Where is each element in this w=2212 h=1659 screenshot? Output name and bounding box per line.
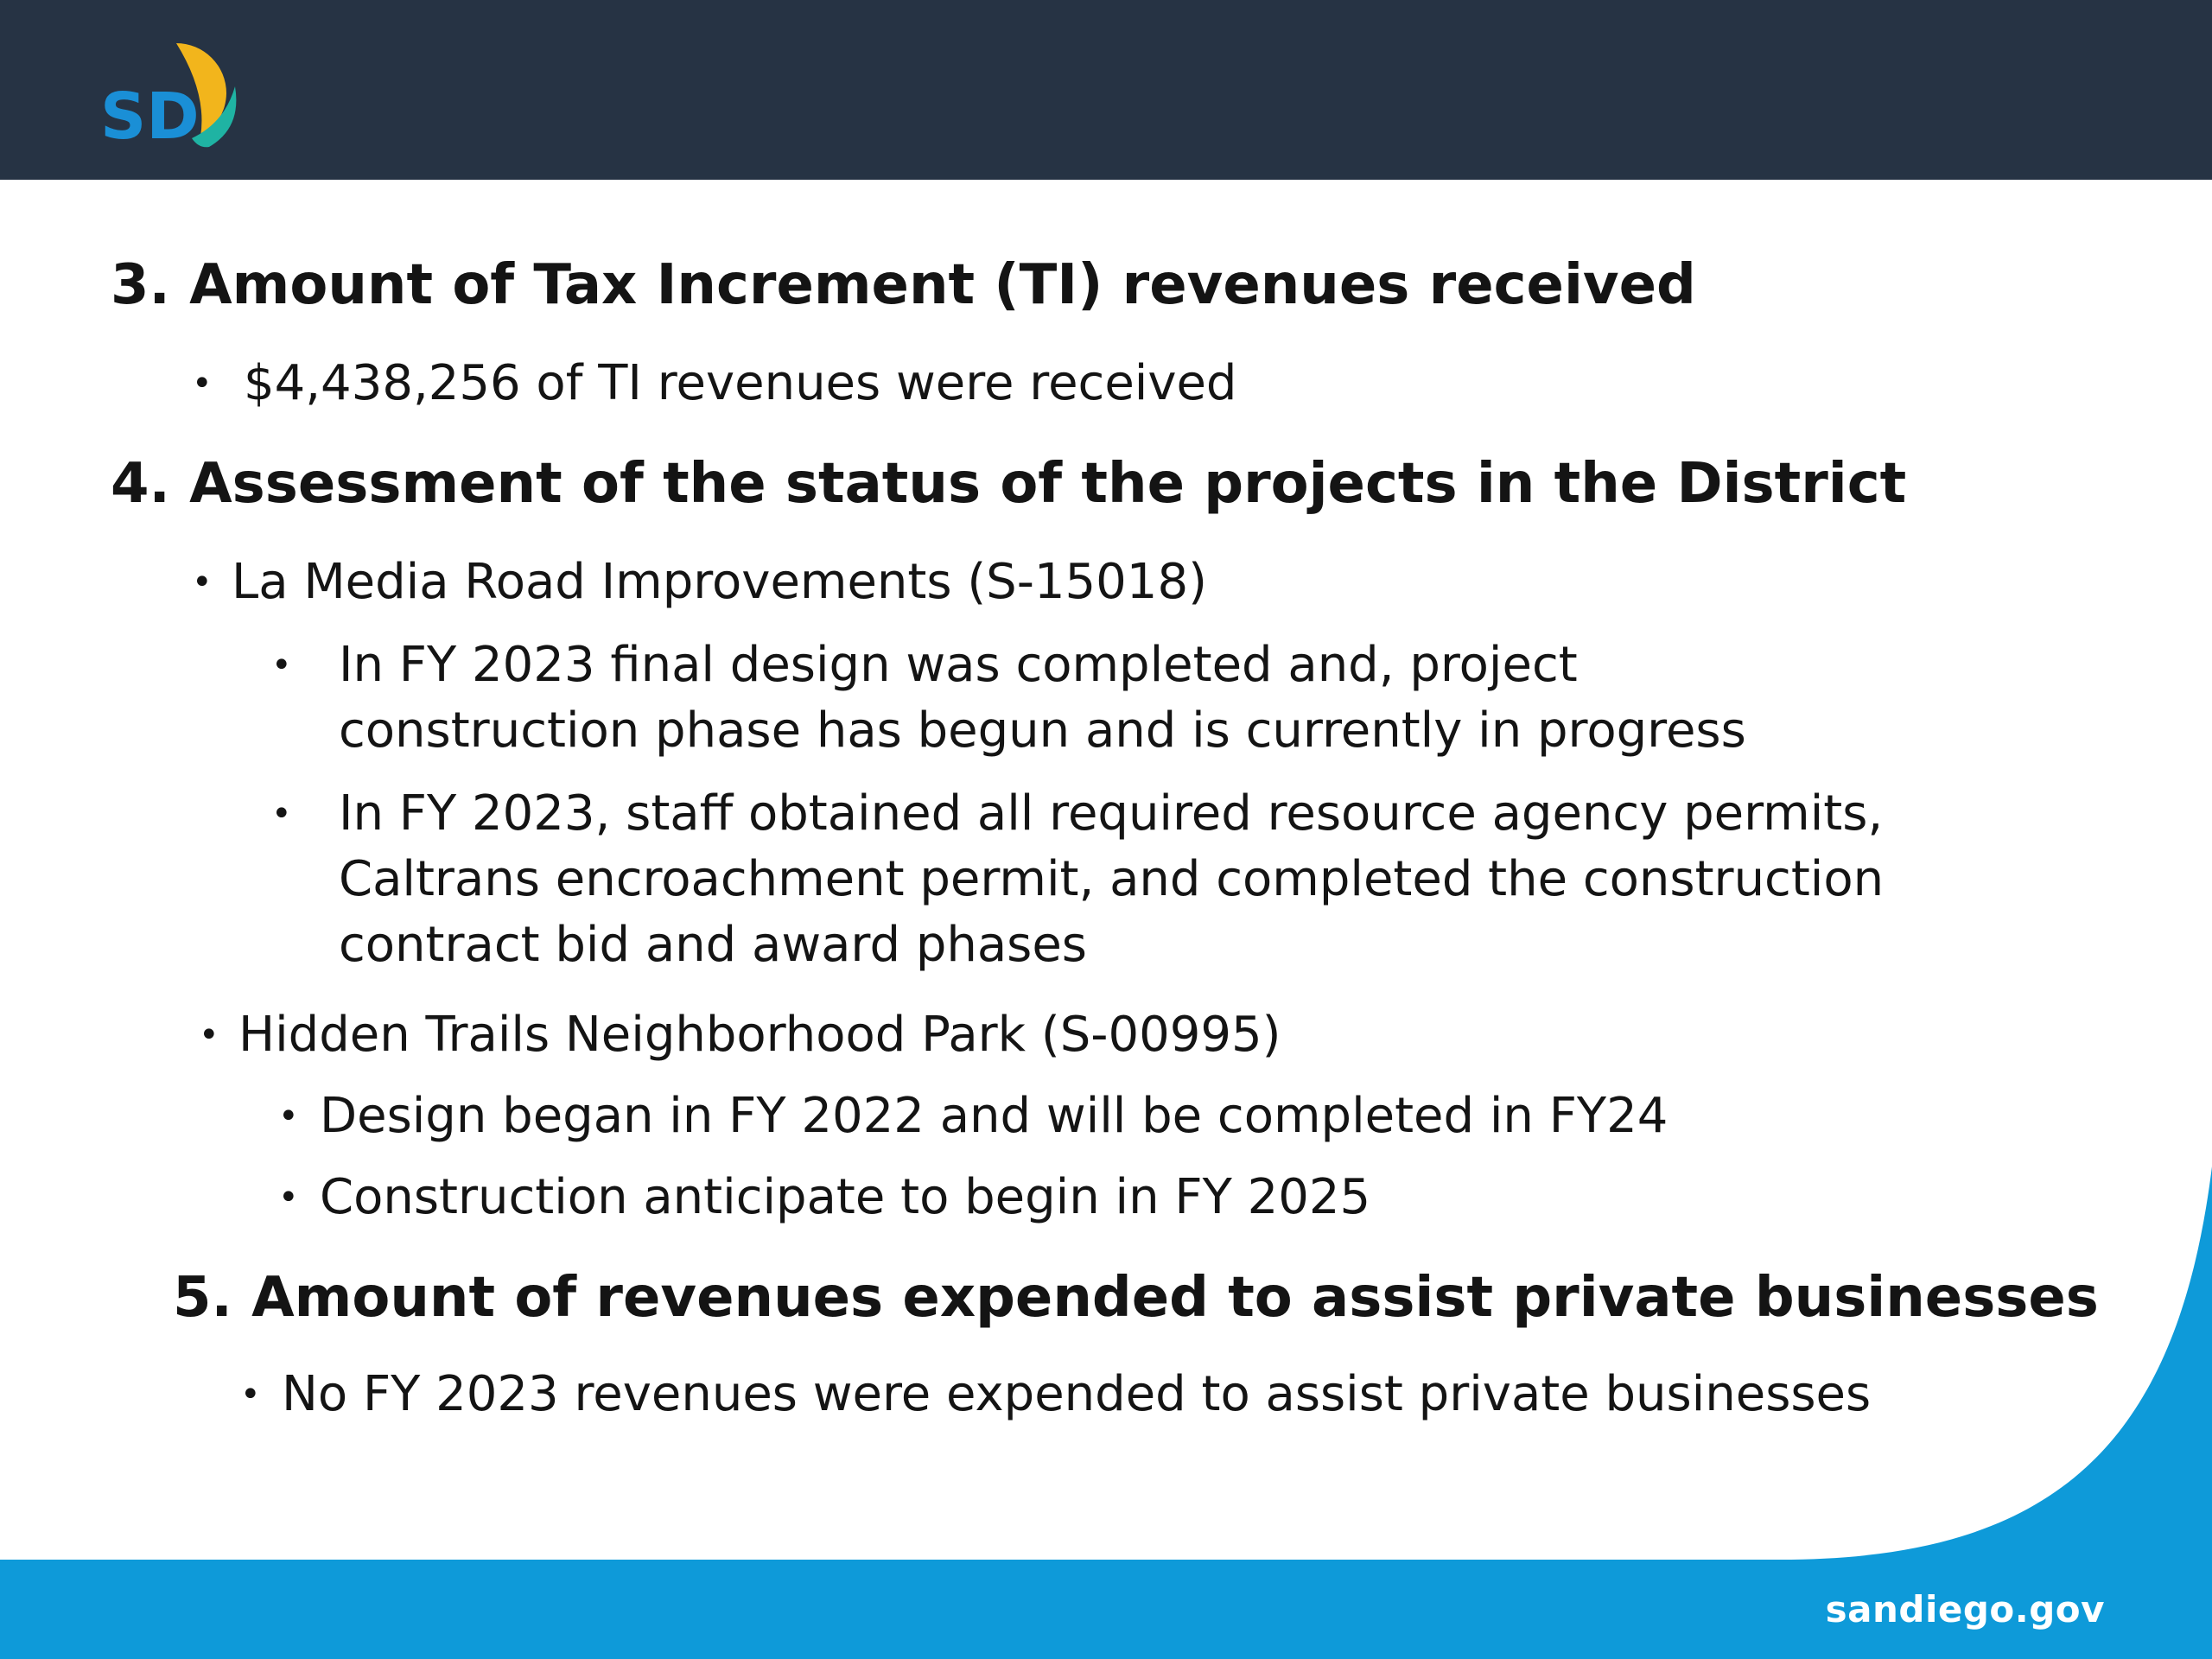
header-bar xyxy=(0,0,2212,180)
bullet-dot: • xyxy=(240,1375,261,1414)
private-business-bullet: No FY 2023 revenues were expended to assist private businesses xyxy=(282,1366,1872,1422)
section-3-heading: 3. Amount of Tax Increment (TI) revenues received xyxy=(111,253,1696,317)
bullet-dot: • xyxy=(271,645,292,685)
footer-url[interactable]: sandiego.gov xyxy=(1825,1588,2105,1630)
bullet-dot: • xyxy=(271,794,292,834)
ti-revenue-bullet: $4,438,256 of TI revenues were received xyxy=(244,355,1237,411)
hidden-trails-item-2: Construction anticipate to begin in FY 2025 xyxy=(320,1169,1371,1225)
bullet-dot: • xyxy=(278,1178,299,1217)
footer-wave xyxy=(0,1123,2212,1659)
bullet-dot: • xyxy=(192,364,213,404)
la-media-item-1-line-2: construction phase has begun and is currently in progress xyxy=(339,702,1746,759)
bullet-dot: • xyxy=(192,563,213,602)
section-5-heading: 5. Amount of revenues expended to assist private businesses xyxy=(173,1266,2099,1330)
project-la-media-title: La Media Road Improvements (S-15018) xyxy=(232,554,1207,610)
la-media-item-2-line-3: contract bid and award phases xyxy=(339,917,1087,973)
la-media-item-2-line-2: Caltrans encroachment permit, and completed the construction xyxy=(339,851,1885,907)
section-4-heading: 4. Assessment of the status of the projects in the District xyxy=(111,452,1907,516)
logo-text: SD xyxy=(100,79,200,154)
hidden-trails-item-1: Design began in FY 2022 and will be completed in FY24 xyxy=(320,1088,1669,1144)
bullet-dot: • xyxy=(199,1015,219,1055)
la-media-item-2-line-1: In FY 2023, staff obtained all required resource agency permits, xyxy=(339,785,1884,842)
city-logo xyxy=(97,38,244,159)
bullet-dot: • xyxy=(278,1096,299,1136)
project-hidden-trails-title: Hidden Trails Neighborhood Park (S-00995) xyxy=(238,1007,1281,1063)
la-media-item-1-line-1: In FY 2023 final design was completed and, project xyxy=(339,637,1578,693)
